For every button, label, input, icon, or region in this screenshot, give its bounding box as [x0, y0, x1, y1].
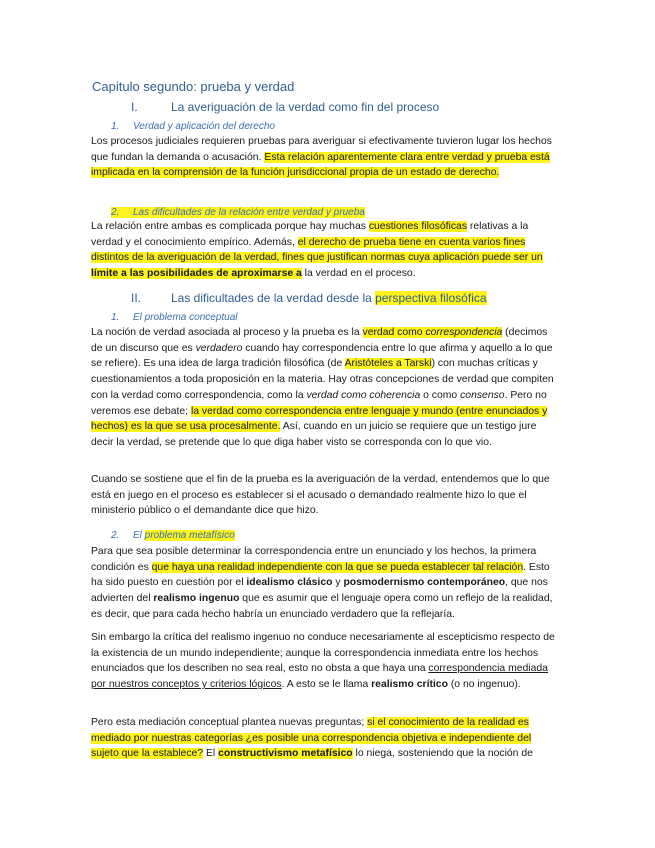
text-run: Así, cuando en un juicio se requiere que un testigo jure decir la verdad, se pretende que lo que diga haber visto se corresponda con lo que vio.	[91, 421, 537, 448]
chapter-title: Capitulo segundo: prueba y verdad	[92, 79, 295, 94]
subsection-heading	[111, 207, 365, 218]
paragraph	[91, 544, 561, 623]
subsection-number: 1.	[111, 312, 120, 323]
highlighted-text: que haya una realidad independiente con la que se pueda establecer tal relación	[151, 561, 524, 573]
text-run: ) con muchas críticas y cuestionamientos a toda proposición en la materia. Hay otras concepciones de verdad que compiten con la verdad como correspondencia, como la	[91, 358, 554, 401]
highlighted-text: Aristóteles a Tarski	[344, 358, 432, 370]
bold-text: posmodernismo contemporáneo	[343, 577, 506, 589]
highlighted-text: el derecho de prueba tiene en cuenta varios fines distintos de la averiguación de la verdad, fines que justifican normas cuya aplicación puede ser un	[91, 236, 543, 264]
bold-text: realismo ingenuo	[153, 593, 240, 605]
text-run: Cuando se sostiene que el fin de la prueba es la averiguación de la verdad, entendemos que lo que está en juego en el proceso es establecer si el acusado o demandado realmente hizo lo que el ministerio público o el demandante dice que hizo.	[91, 474, 550, 517]
section-title: La averiguación de la verdad como fin del proceso	[171, 100, 440, 114]
text-run: La noción de verdad asociada al proceso y la prueba es la	[91, 327, 363, 338]
text-run: . A esto se le llama	[281, 679, 372, 691]
highlighted-bold-text: constructivismo metafísico	[218, 748, 353, 760]
italic-text: consenso	[460, 389, 505, 401]
text-run: . Esto ha sido puesto en cuestión por el	[91, 561, 550, 589]
section-heading-1	[131, 100, 439, 114]
text-run: que es asumir que el lenguaje opera como un reflejo de la realidad, es decir, que para cada hecho habría un enunciado verdadero que la reflejaría.	[91, 593, 553, 620]
subsection-heading	[111, 121, 275, 132]
paragraph	[91, 715, 561, 762]
text-run: , que nos advierten del	[91, 577, 548, 605]
text-run: Para que sea posible determinar la correspondencia entre un enunciado y los hechos, la primera condición es	[91, 546, 537, 573]
highlighted-text: si el conocimiento de la realidad es mediado por nuestras categorías ¿es posible una correspondencia objetiva e independiente del sujeto que la establece?	[91, 717, 532, 760]
highlighted-text: cuestiones filosóficas	[368, 221, 468, 232]
text-run: lo niega, sosteniendo que la noción de	[352, 748, 533, 760]
subsection-title: Las dificultades de la relación entre verdad y prueba	[133, 207, 365, 218]
highlighted-text	[363, 327, 503, 338]
section-number: I.	[131, 100, 138, 114]
subsection-heading	[111, 530, 235, 541]
italic-text: verdadero	[195, 342, 243, 354]
text-run: La relación entre ambas es complicada porque hay muchas	[91, 221, 369, 232]
text-run: relativas a la verdad y el conocimiento empírico. Además,	[91, 221, 529, 248]
italic-text: correspondencia	[425, 327, 503, 338]
text-run: Pero esta mediación conceptual plantea nuevas preguntas;	[91, 717, 368, 728]
subsection-title: Verdad y aplicación del derecho	[133, 121, 275, 132]
paragraph	[91, 325, 561, 451]
text-run: Los procesos judiciales requieren pruebas para averiguar si efectivamente tuvieron lugar los hechos que fundan la demanda o acusación.	[91, 136, 552, 163]
highlighted-subsection	[111, 207, 365, 218]
text-run: cuando hay correspondencia entre lo que afirma y aquello a lo que se refiere). Es una idea de larga tradición filosófica (de	[91, 342, 553, 370]
section-number: II.	[131, 291, 142, 305]
bold-text: idealismo clásico	[246, 577, 333, 589]
paragraph	[91, 630, 561, 693]
text-run: o como	[420, 389, 461, 401]
text-run: El	[203, 748, 219, 760]
bold-text: realismo crítico	[371, 679, 448, 691]
subsection-title: El problema conceptual	[133, 312, 238, 323]
paragraph	[91, 134, 561, 181]
subsection-heading	[111, 312, 238, 323]
highlighted-bold-text: límite a las posibilidades de aproximarse a	[91, 268, 302, 280]
subsection-number: 2.	[111, 207, 120, 218]
highlighted-text: Esta relación aparentemente clara entre verdad y prueba está implicada en la comprensión de la función jurisdiccional propia de un estado de derecho.	[91, 151, 550, 179]
highlighted-text: la verdad como correspondencia entre lenguaje y mundo (entre enunciados y hechos) es la que se usa procesalmente.	[91, 405, 548, 433]
text-run: Sin embargo la crítica del realismo ingenuo no conduce necesariamente al escepticismo respecto de la existencia de un mundo independiente; aunque la correspondencia inmediata entre los hechos enunciados que los describen no sea real, esto no obsta a que haya una	[91, 632, 555, 675]
subsection-title: El	[133, 530, 145, 541]
subsection-title-highlight: problema metafísico	[144, 530, 235, 541]
text-run: . Pero no veremos ese debate;	[91, 389, 547, 417]
subsection-number: 2.	[111, 530, 120, 541]
section-title-highlight: perspectiva filosófica	[375, 291, 487, 305]
underlined-text: correspondencia mediada por nuestros conceptos y criterios lógicos	[91, 663, 548, 691]
section-title: Las dificultades de la verdad desde la	[171, 291, 376, 305]
text-run: (decimos de un discurso que es	[91, 327, 548, 354]
text-run: (o no ingenuo).	[447, 679, 521, 691]
text-run: y	[332, 577, 344, 589]
paragraph	[91, 219, 561, 282]
italic-text: verdad como coherencia	[306, 389, 421, 401]
text-run: verdad como	[362, 327, 426, 338]
subsection-number: 1.	[111, 121, 120, 132]
section-heading-2	[131, 291, 487, 305]
text-run: la verdad en el proceso.	[301, 268, 416, 280]
paragraph	[91, 472, 561, 519]
